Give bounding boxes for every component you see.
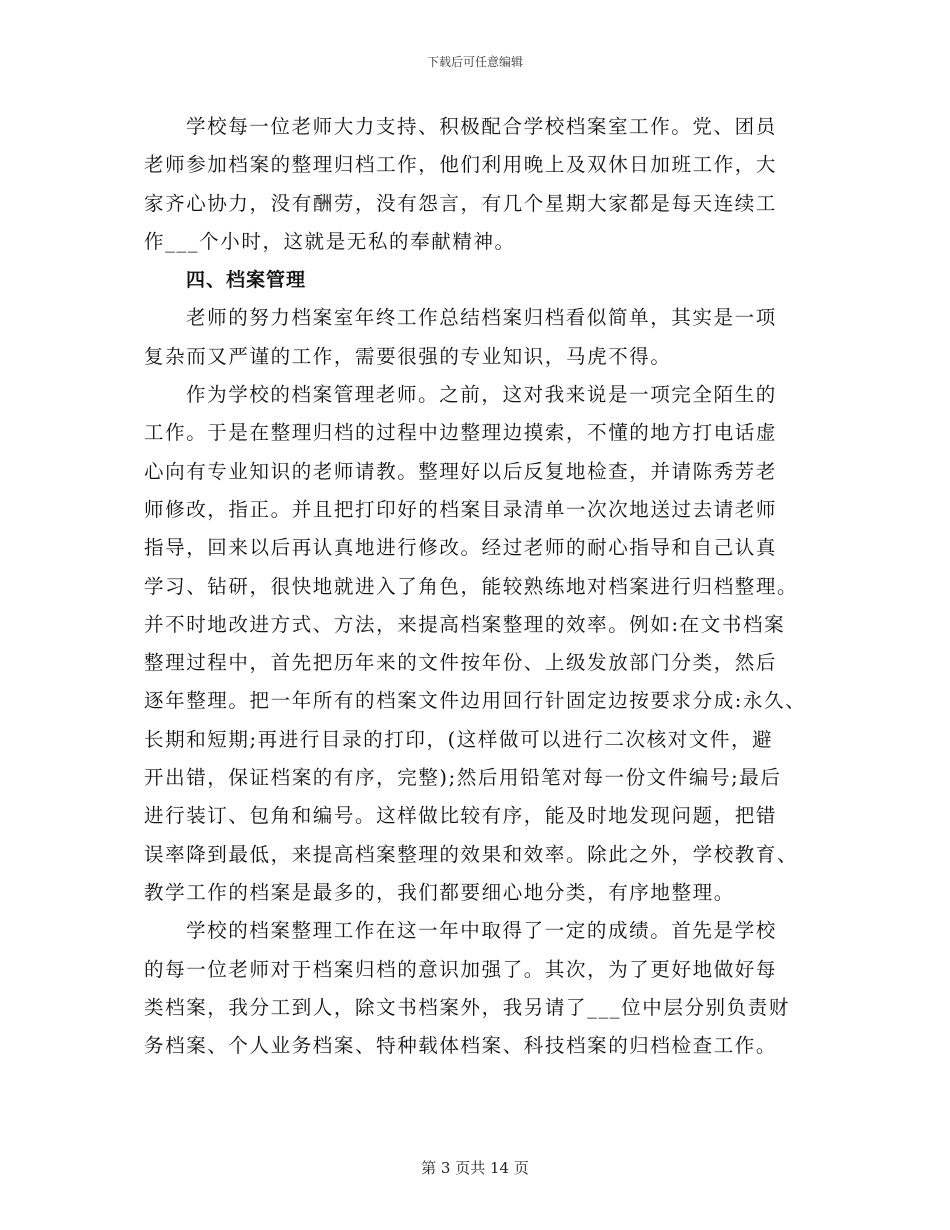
text-line: 教学工作的档案是最多的，我们都要细心地分类，有序地整理。: [144, 880, 735, 904]
text-line: 整理过程中，首先把历年来的文件按年份、上级发放部门分类，然后: [144, 651, 778, 675]
text-line: 开出错，保证档案的有序，完整);然后用铅笔对每一份文件编号;最后: [144, 766, 782, 790]
text-line: 长期和短期;再进行目录的打印，(这样做可以进行二次核对文件，避: [144, 727, 774, 751]
text-line: 务档案、个人业务档案、特种载体档案、科技档案的归档检查工作。: [144, 1034, 778, 1058]
text-line: 学校的档案整理工作在这一年中取得了一定的成绩。首先是学校: [186, 919, 777, 943]
text-line: 的每一位老师对于档案归档的意识加强了。其次，为了更好地做好每: [144, 957, 778, 981]
text-line: 家齐心协力，没有酬劳，没有怨言，有几个星期大家都是每天连续工: [144, 191, 778, 215]
section-heading: 四、档案管理: [186, 269, 307, 292]
text-line: 心向有专业知识的老师请教。整理好以后反复地检查，并请陈秀芳老: [144, 459, 778, 483]
page-footer: 第 3 页共 14 页: [421, 1159, 529, 1177]
text-line: 作为学校的档案管理老师。之前，这对我来说是一项完全陌生的: [186, 383, 777, 407]
text-line: 工作。于是在整理归档的过程中边整理边摸索，不懂的地方打电话虚: [144, 421, 778, 445]
text-line: 误率降到最低，来提高档案整理的效果和效率。除此之外，学校教育、: [144, 842, 799, 866]
text-line: 逐年整理。把一年所有的档案文件边用回行针固定边按要求分成:永久、: [144, 689, 807, 713]
page-header: 下载后可任意编辑: [426, 55, 523, 69]
text-line: 进行装订、包角和编号。这样做比较有序，能及时地发现问题，把错: [144, 804, 778, 828]
text-line: 复杂而又严谨的工作，需要很强的专业知识，马虎不得。: [144, 344, 672, 368]
text-line: 学习、钻研，很快地就进入了角色，能较熟练地对档案进行归档整理。: [144, 574, 799, 598]
text-line: 老师的努力档案室年终工作总结档案归档看似简单，其实是一项: [186, 306, 777, 330]
text-line: 老师参加档案的整理归档工作，他们利用晚上及双休日加班工作，大: [144, 153, 778, 177]
text-line: 学校每一位老师大力支持、积极配合学校档案室工作。党、团员: [186, 115, 777, 138]
text-line: 指导，回来以后再认真地进行修改。经过老师的耐心指导和自己认真: [144, 536, 778, 560]
text-line: 类档案，我分工到人，除文书档案外，我另请了___位中层分别负责财: [144, 995, 790, 1019]
text-line: 师修改，指正。并且把打印好的档案目录清单一次次地送过去请老师: [144, 497, 778, 521]
text-line: 并不时地改进方式、方法，来提高档案整理的效率。例如:在文书档案: [144, 612, 786, 636]
document-body: [144, 108, 816, 1065]
text-line: 作___个小时，这就是无私的奉献精神。: [144, 229, 516, 253]
